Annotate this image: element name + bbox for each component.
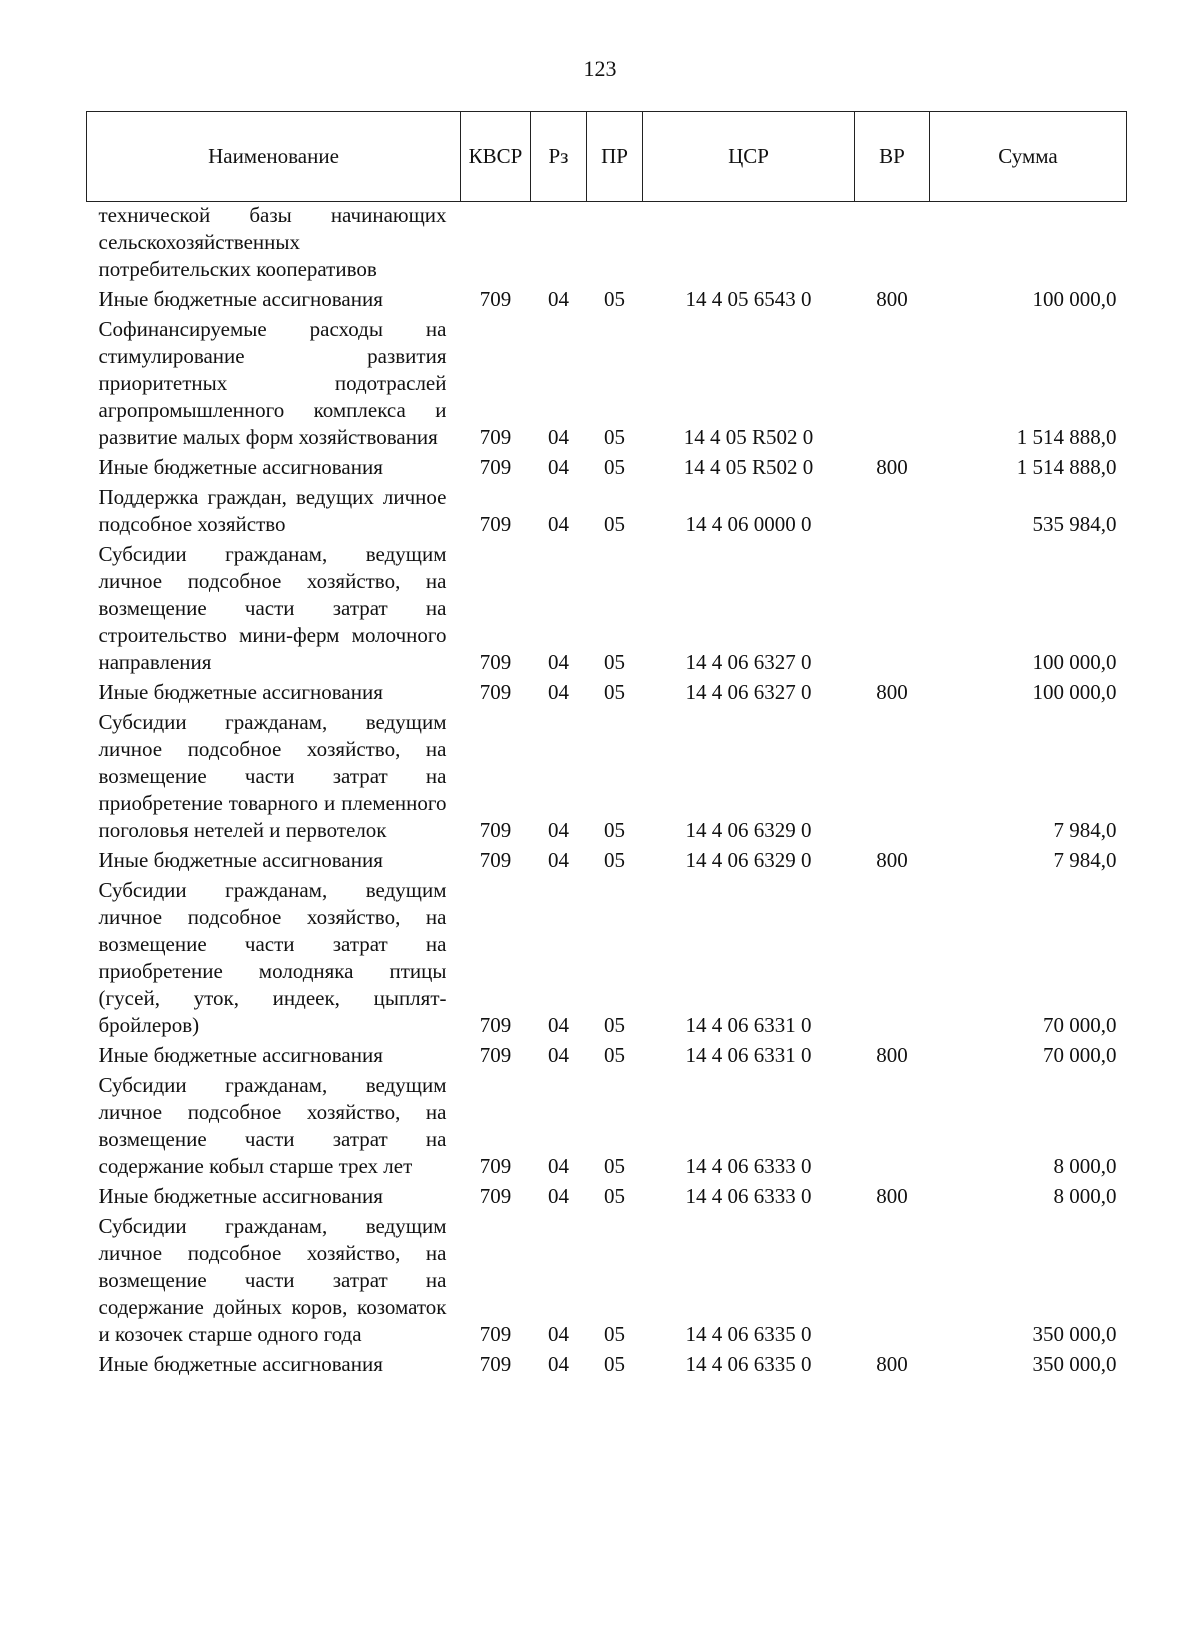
cell-pr: 05 [604,680,625,704]
cell-kvsr: 709 [479,848,512,872]
cell-name: Иные бюджетные ассигнования [98,680,383,704]
cell-kvsr: 709 [479,1154,512,1178]
table-row [87,1042,1127,1072]
budget-table [86,111,1127,1381]
cell-kvsr: 709 [479,512,512,536]
cell-kvsr: 709 [479,680,512,704]
cell-pr: 05 [604,1043,625,1067]
cell-kvsr: 709 [479,818,512,842]
table-row [87,541,1127,679]
header-vr: ВР [855,112,930,202]
table-row [87,484,1127,541]
cell-name: Субсидии гражданам, ведущим личное подсобное хозяйство, на возмещение части затрат на приобретение товарного и племенного поголовья нетелей и первотелок [98,710,447,842]
cell-rz: 04 [548,1013,569,1037]
table-row [87,847,1127,877]
cell-vr [855,484,930,541]
cell-csr: 14 4 06 6331 0 [685,1043,812,1067]
table-row [87,286,1127,316]
cell-pr: 05 [604,455,625,479]
table-row [87,1351,1127,1381]
cell-vr: 800 [876,1043,908,1067]
header-row [87,112,1127,202]
cell-name: Софинансируемые расходы на стимулирование развития приоритетных подотраслей агропромышленного комплекса и развитие малых форм хозяйствования [98,317,447,449]
table-row [87,709,1127,847]
cell-csr: 14 4 06 6331 0 [685,1013,812,1037]
cell-rz: 04 [548,650,569,674]
cell-rz: 04 [548,1043,569,1067]
cell-kvsr: 709 [479,650,512,674]
cell-sum: 350 000,0 [1032,1352,1117,1376]
cell-rz: 04 [548,1184,569,1208]
cell-sum: 8 000,0 [1053,1184,1117,1208]
cell-name: Иные бюджетные ассигнования [98,287,383,311]
cell-csr: 14 4 06 6329 0 [685,848,812,872]
table-row [87,316,1127,454]
cell-csr [643,202,855,287]
cell-name: Субсидии гражданам, ведущим личное подсобное хозяйство, на возмещение части затрат на строительство мини-ферм молочного направления [98,542,447,674]
cell-pr: 05 [604,1154,625,1178]
cell-name: Иные бюджетные ассигнования [98,1184,383,1208]
cell-name: Иные бюджетные ассигнования [98,455,383,479]
cell-name: Субсидии гражданам, ведущим личное подсобное хозяйство, на возмещение части затрат на приобретение молодняка птицы (гусей, уток, индеек, цыплят-бройлеров) [98,878,447,1037]
cell-name: Иные бюджетные ассигнования [98,1043,383,1067]
cell-sum: 8 000,0 [1053,1154,1117,1178]
cell-sum: 535 984,0 [1032,512,1117,536]
cell-rz: 04 [548,1322,569,1346]
cell-name: технической базы начинающих сельскохозяйственных потребительских кооперативов [98,203,447,281]
cell-vr [855,316,930,454]
cell-kvsr: 709 [479,1184,512,1208]
cell-vr [855,709,930,847]
cell-pr [587,202,643,287]
cell-sum: 7 984,0 [1053,818,1117,842]
header-pr: ПР [587,112,643,202]
cell-sum: 70 000,0 [1043,1013,1117,1037]
cell-pr: 05 [604,287,625,311]
cell-csr: 14 4 06 0000 0 [685,512,812,536]
page-number: 123 [583,56,617,81]
cell-rz: 04 [548,818,569,842]
header-rz: Рз [531,112,587,202]
cell-csr: 14 4 05 R502 0 [683,425,814,449]
cell-pr: 05 [604,818,625,842]
cell-csr: 14 4 06 6333 0 [685,1184,812,1208]
header-csr: ЦСР [643,112,855,202]
cell-vr [855,877,930,1042]
cell-sum: 7 984,0 [1053,848,1117,872]
cell-kvsr: 709 [479,1043,512,1067]
cell-vr [855,202,930,287]
cell-sum: 70 000,0 [1043,1043,1117,1067]
cell-sum: 100 000,0 [1032,650,1117,674]
header-kvsr: КВСР [461,112,531,202]
cell-vr [855,1072,930,1183]
cell-name: Иные бюджетные ассигнования [98,1352,383,1376]
cell-pr: 05 [604,1013,625,1037]
cell-vr: 800 [876,1184,908,1208]
cell-rz: 04 [548,680,569,704]
cell-sum [930,202,1127,287]
cell-pr: 05 [604,848,625,872]
cell-csr: 14 4 05 R502 0 [683,455,814,479]
cell-name: Иные бюджетные ассигнования [98,848,383,872]
cell-kvsr: 709 [479,1013,512,1037]
cell-rz: 04 [548,287,569,311]
cell-sum: 100 000,0 [1032,287,1117,311]
cell-pr: 05 [604,1322,625,1346]
cell-kvsr: 709 [479,425,512,449]
table-body [87,202,1127,1382]
header-name: Наименование [87,112,461,202]
cell-rz: 04 [548,848,569,872]
cell-csr: 14 4 06 6327 0 [685,650,812,674]
cell-kvsr [461,202,531,287]
table-row [87,454,1127,484]
cell-pr: 05 [604,1184,625,1208]
cell-csr: 14 4 06 6327 0 [685,680,812,704]
cell-sum: 100 000,0 [1032,680,1117,704]
cell-sum: 1 514 888,0 [1016,425,1117,449]
table-header [87,112,1127,202]
cell-csr: 14 4 06 6329 0 [685,818,812,842]
cell-pr: 05 [604,425,625,449]
cell-name: Поддержка граждан, ведущих личное подсобное хозяйство [98,485,447,536]
cell-vr: 800 [876,455,908,479]
cell-vr [855,541,930,679]
cell-sum: 350 000,0 [1032,1322,1117,1346]
cell-pr: 05 [604,512,625,536]
cell-vr [855,1213,930,1351]
cell-rz: 04 [548,1154,569,1178]
table-row [87,877,1127,1042]
cell-kvsr: 709 [479,287,512,311]
table-row [87,1183,1127,1213]
cell-sum: 1 514 888,0 [1016,455,1117,479]
cell-csr: 14 4 05 6543 0 [685,287,812,311]
cell-rz: 04 [548,455,569,479]
table-row [87,679,1127,709]
cell-rz [531,202,587,287]
cell-vr: 800 [876,680,908,704]
header-sum: Сумма [930,112,1127,202]
cell-kvsr: 709 [479,1352,512,1376]
cell-name: Субсидии гражданам, ведущим личное подсобное хозяйство, на возмещение части затрат на содержание дойных коров, козоматок и козочек старше одного года [98,1214,447,1346]
cell-rz: 04 [548,512,569,536]
table-row [87,1072,1127,1183]
cell-pr: 05 [604,1352,625,1376]
cell-name: Субсидии гражданам, ведущим личное подсобное хозяйство, на возмещение части затрат на содержание кобыл старше трех лет [98,1073,447,1178]
cell-vr: 800 [876,1352,908,1376]
cell-vr: 800 [876,287,908,311]
table-row [87,1213,1127,1351]
cell-csr: 14 4 06 6335 0 [685,1322,812,1346]
cell-pr: 05 [604,650,625,674]
cell-rz: 04 [548,1352,569,1376]
cell-kvsr: 709 [479,1322,512,1346]
cell-csr: 14 4 06 6335 0 [685,1352,812,1376]
cell-rz: 04 [548,425,569,449]
table-row [87,202,1127,287]
cell-csr: 14 4 06 6333 0 [685,1154,812,1178]
cell-vr: 800 [876,848,908,872]
cell-kvsr: 709 [479,455,512,479]
